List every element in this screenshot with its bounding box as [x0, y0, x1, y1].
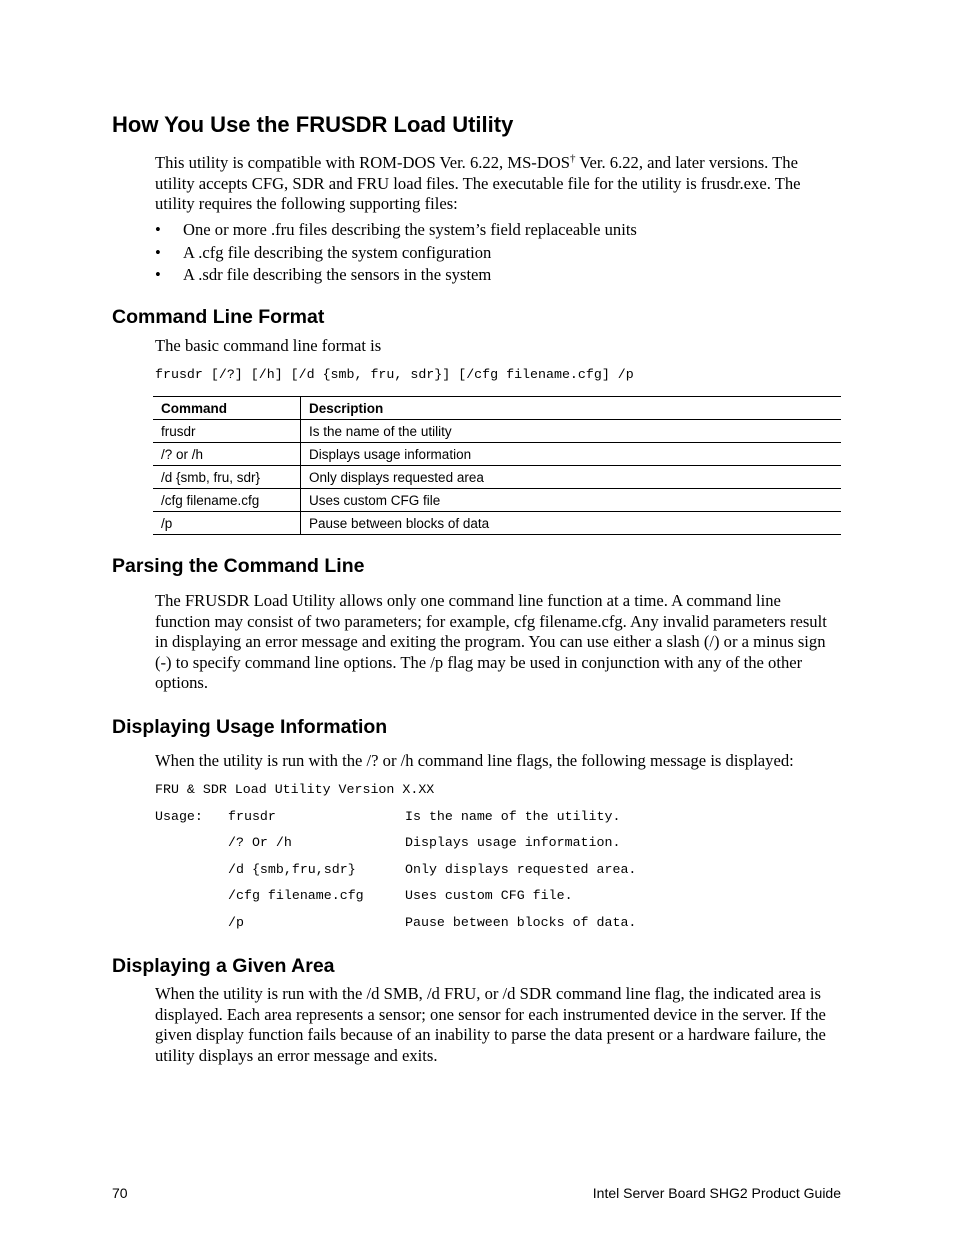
list-item-text: A .sdr file describing the sensors in the system: [183, 265, 492, 284]
intro-text-part2: Ver. 6.22, and later versions. The utility accepts CFG, SDR and FRU load files. The executable file for the utility is frusdr.exe. The utility requires the following supporting files:: [155, 153, 801, 213]
bullet-icon: •: [155, 220, 161, 239]
usage-text: When the utility is run with the /? or /h command line flags, the following message is displayed:: [155, 751, 794, 770]
bullet-icon: •: [155, 265, 161, 284]
list-item: [155, 265, 835, 288]
list-item-text: One or more .fru files describing the system’s field replaceable units: [183, 220, 637, 239]
usage-version-line: FRU & SDR Load Utility Version X.XX: [155, 782, 435, 797]
command-line-format-text: The basic command line format is: [155, 336, 382, 355]
command-line-format-heading: Command Line Format: [112, 306, 325, 328]
usage-line-command: /? Or /h: [228, 835, 292, 850]
table-header-row: [153, 397, 841, 420]
parsing-heading: Parsing the Command Line: [112, 555, 365, 577]
table-cell-description: Uses custom CFG file: [301, 489, 842, 512]
table-cell-description: Is the name of the utility: [301, 420, 842, 443]
usage-line-command: /cfg filename.cfg: [228, 888, 364, 903]
usage-line-description: Is the name of the utility.: [405, 809, 621, 824]
usage-line-description: Only displays requested area.: [405, 862, 637, 877]
table-header-command: Command: [153, 397, 301, 420]
intro-text-part1: This utility is compatible with ROM-DOS Ver. 6.22, MS-DOS: [155, 153, 571, 172]
table-row: [153, 512, 841, 535]
table-cell-command: /p: [153, 512, 301, 535]
list-item: [155, 243, 835, 266]
table-row: [153, 489, 841, 512]
table-row: [153, 443, 841, 466]
command-syntax: frusdr [/?] [/h] [/d {smb, fru, sdr}] [/cfg filename.cfg] /p: [155, 367, 634, 382]
list-item: [155, 220, 835, 243]
bullet-icon: •: [155, 242, 161, 262]
parsing-text: The FRUSDR Load Utility allows only one command line function at a time. A command line function may consist of two parameters; for example, cfg filename.cfg. Any invalid parameters result in displaying an error message and exiting the program. You can use either a slash (/) or a minus sign (-) to specify command line options. The /p flag may be used in conjunction with any of the other options.: [155, 591, 827, 692]
main-heading: How You Use the FRUSDR Load Utility: [112, 112, 514, 137]
table-cell-description: Pause between blocks of data: [301, 512, 842, 535]
table-cell-command: frusdr: [153, 420, 301, 443]
dagger-mark: †: [570, 152, 576, 165]
table-row: [153, 466, 841, 489]
intro-paragraph: [155, 153, 835, 215]
given-area-heading: Displaying a Given Area: [112, 955, 335, 977]
usage-line-command: frusdr: [228, 809, 276, 824]
usage-line-command: /p: [228, 915, 244, 930]
usage-label: Usage:: [155, 809, 203, 824]
table-cell-command: /? or /h: [153, 443, 301, 466]
footer-page-number: 70: [112, 1185, 128, 1201]
table-cell-command: /cfg filename.cfg: [153, 489, 301, 512]
usage-line-description: Pause between blocks of data.: [405, 915, 637, 930]
usage-line-description: Uses custom CFG file.: [405, 888, 573, 903]
footer-doc-title: Intel Server Board SHG2 Product Guide: [592, 1185, 841, 1201]
supporting-files-list: [155, 220, 835, 288]
table-header-description: Description: [301, 397, 842, 420]
table-cell-description: Displays usage information: [301, 443, 842, 466]
list-item-text: A .cfg file describing the system configuration: [183, 242, 492, 262]
given-area-text: When the utility is run with the /d SMB, /d FRU, or /d SDR command line flag, the indicated area is displayed. Each area represents a sensor; one sensor for each instrumented device in the server. If the given display function fails because of an inability to parse the data present or a hardware failure, the utility displays an error message and exits.: [155, 984, 826, 1065]
command-table: [153, 396, 841, 535]
usage-line-description: Displays usage information.: [405, 835, 621, 850]
usage-line-command: /d {smb,fru,sdr}: [228, 862, 356, 877]
table-row: [153, 420, 841, 443]
table-cell-description: Only displays requested area: [301, 466, 842, 489]
table-cell-command: /d {smb, fru, sdr}: [153, 466, 301, 489]
usage-heading: Displaying Usage Information: [112, 716, 388, 738]
